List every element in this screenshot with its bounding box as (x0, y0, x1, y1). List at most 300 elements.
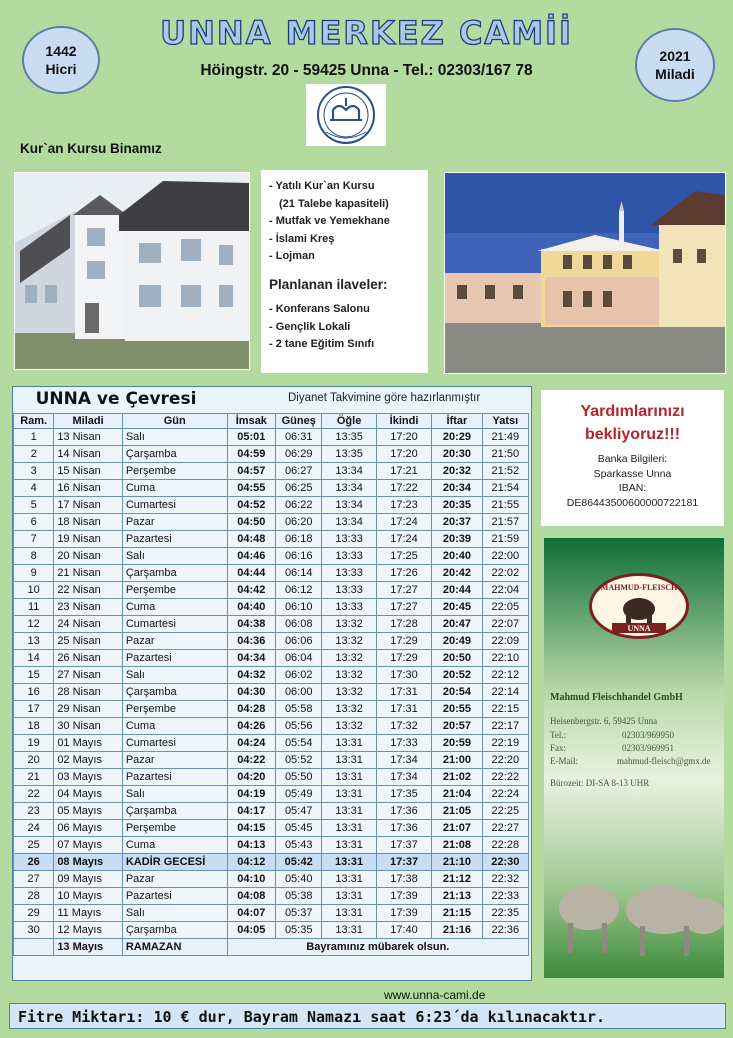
mahmud-fleisch-logo (589, 573, 689, 639)
table-cell: 6 (14, 514, 54, 531)
table-cell: 22:15 (482, 701, 528, 718)
ad-fax: 02303/969951 (622, 743, 675, 753)
table-cell: 06:12 (276, 582, 322, 599)
table-cell: 17:38 (376, 871, 431, 888)
table-cell: 17 (14, 701, 54, 718)
table-cell: 06:06 (276, 633, 322, 650)
table-row (14, 582, 529, 599)
table-cell: 04:24 (227, 735, 275, 752)
donation-heading: Yardımlarınızı (580, 403, 685, 420)
table-cell: 13:34 (322, 497, 376, 514)
table-cell: 18 (14, 718, 54, 735)
feature-item: - İslami Kreş (269, 232, 335, 245)
table-cell: 19 Nisan (54, 531, 123, 548)
hicri-year: 1442 (45, 43, 77, 59)
table-cell: 06:02 (276, 667, 322, 684)
table-cell: 17:27 (376, 582, 431, 599)
table-cell: Perşembe (122, 701, 227, 718)
table-cell: 04:22 (227, 752, 275, 769)
table-cell: 20:59 (432, 735, 482, 752)
col-miladi: Miladi (54, 414, 123, 429)
feature-item: - Lojman (269, 250, 315, 262)
table-row (14, 684, 529, 701)
table-cell: 13:31 (322, 837, 376, 854)
prayer-times-table (13, 413, 529, 956)
table-cell: 20:35 (432, 497, 482, 514)
table-cell: 1 (14, 429, 54, 446)
table-cell: 05:54 (276, 735, 322, 752)
table-cell: 05:38 (276, 888, 322, 905)
table-cell: 21:49 (482, 429, 528, 446)
table-cell: 21:59 (482, 531, 528, 548)
donation-box (541, 390, 724, 526)
table-cell: Cuma (122, 718, 227, 735)
table-cell: 21:52 (482, 463, 528, 480)
table-cell: 17:31 (376, 684, 431, 701)
table-cell: 05:49 (276, 786, 322, 803)
table-cell: 09 Mayıs (54, 871, 123, 888)
table-cell: 13:35 (322, 429, 376, 446)
ad-mail: mahmud-fleisch@gmx.de (617, 756, 711, 766)
planned-title: Planlanan ilaveler: (269, 276, 388, 292)
table-cell: 22:09 (482, 633, 528, 650)
table-cell: Çarşamba (122, 684, 227, 701)
table-cell: 15 Nisan (54, 463, 123, 480)
table-cell: 05:42 (276, 854, 322, 871)
table-cell: 17:33 (376, 735, 431, 752)
building-subtitle: Kur`an Kursu Binamız (20, 141, 162, 156)
bank-label: Banka Bilgileri: (597, 453, 668, 465)
table-cell: 01 Mayıs (54, 735, 123, 752)
table-cell: 04:46 (227, 548, 275, 565)
col-imsak: İmsak (227, 414, 275, 429)
table-cell: 05:45 (276, 820, 322, 837)
table-cell: 06:22 (276, 497, 322, 514)
table-cell: 04:19 (227, 786, 275, 803)
table-cell: 21:07 (432, 820, 482, 837)
table-cell: 04:57 (227, 463, 275, 480)
table-cell: 06:29 (276, 446, 322, 463)
ad-mail-label: E-Mail: (550, 756, 578, 766)
table-cell: 07 Mayıs (54, 837, 123, 854)
table-cell: 13:31 (322, 803, 376, 820)
table-cell: 17:34 (376, 752, 431, 769)
table-cell: 21:50 (482, 446, 528, 463)
col-gunes: Güneş (276, 414, 322, 429)
website-link[interactable]: www.unna-cami.de (384, 988, 486, 1002)
table-cell: 13:31 (322, 905, 376, 922)
table-cell: 20:47 (432, 616, 482, 633)
table-cell: 30 (14, 922, 54, 939)
table-cell: 22:12 (482, 667, 528, 684)
table-cell: Çarşamba (122, 565, 227, 582)
table-cell: 16 Nisan (54, 480, 123, 497)
table-cell: 06:18 (276, 531, 322, 548)
table-cell: 18 Nisan (54, 514, 123, 531)
table-cell: 4 (14, 480, 54, 497)
table-cell: 13:33 (322, 582, 376, 599)
table-cell: 04 Mayıs (54, 786, 123, 803)
table-cell: 17:37 (376, 837, 431, 854)
table-row (14, 854, 529, 871)
table-cell: 17:36 (376, 820, 431, 837)
bayram-date: 13 Mayıs (54, 939, 123, 956)
table-cell: 22:19 (482, 735, 528, 752)
table-cell: Pazartesi (122, 531, 227, 548)
table-row (14, 752, 529, 769)
ad-company-name: Mahmud Fleischhandel GmbH (550, 692, 683, 703)
table-cell: 20:32 (432, 463, 482, 480)
table-cell: Çarşamba (122, 922, 227, 939)
table-cell: 20:29 (432, 429, 482, 446)
table-cell: 04:05 (227, 922, 275, 939)
table-cell: 04:26 (227, 718, 275, 735)
table-cell: 17:22 (376, 480, 431, 497)
table-cell: 08 Mayıs (54, 854, 123, 871)
table-cell: 17:25 (376, 548, 431, 565)
table-cell: 22:10 (482, 650, 528, 667)
table-cell: 04:48 (227, 531, 275, 548)
table-cell: 22:30 (482, 854, 528, 871)
table-row (14, 786, 529, 803)
table-cell: 04:07 (227, 905, 275, 922)
table-row (14, 769, 529, 786)
table-cell: 13:35 (322, 446, 376, 463)
table-cell: 16 (14, 684, 54, 701)
table-cell: 04:44 (227, 565, 275, 582)
table-cell: 30 Nisan (54, 718, 123, 735)
table-cell: Perşembe (122, 820, 227, 837)
calendar-title: UNNA ve Çevresi (35, 389, 197, 409)
ad-fax-label: Fax: (550, 743, 567, 753)
miladi-year: 2021 (659, 48, 691, 64)
table-cell: 05:35 (276, 922, 322, 939)
table-cell: 17:30 (376, 667, 431, 684)
table-cell: 29 Nisan (54, 701, 123, 718)
table-row (14, 463, 529, 480)
table-cell: Salı (122, 667, 227, 684)
table-cell: 22:07 (482, 616, 528, 633)
table-cell: Perşembe (122, 582, 227, 599)
table-cell: 04:50 (227, 514, 275, 531)
table-cell: 21:55 (482, 497, 528, 514)
table-row (14, 718, 529, 735)
table-cell: 20:34 (432, 480, 482, 497)
table-cell: 20:44 (432, 582, 482, 599)
table-cell: 17:35 (376, 786, 431, 803)
table-header-row (14, 414, 529, 429)
table-cell: 13:32 (322, 667, 376, 684)
table-cell: 21:57 (482, 514, 528, 531)
table-cell: 05:50 (276, 769, 322, 786)
table-row (14, 446, 529, 463)
table-row (14, 599, 529, 616)
table-cell: 13:33 (322, 548, 376, 565)
bayram-greeting: Bayramınız mübarek olsun. (227, 939, 528, 956)
table-cell: 04:28 (227, 701, 275, 718)
table-cell: 05:40 (276, 871, 322, 888)
table-cell: 13:31 (322, 871, 376, 888)
table-cell: 04:30 (227, 684, 275, 701)
table-cell: 14 Nisan (54, 446, 123, 463)
table-cell: 29 (14, 905, 54, 922)
planned-item: - Gençlik Lokali (269, 320, 351, 333)
table-footer-row (14, 939, 529, 956)
table-cell: 13 Nisan (54, 429, 123, 446)
svg-text:UNNA: UNNA (627, 624, 651, 633)
feature-item: - Yatılı Kur`an Kursu (269, 180, 375, 192)
table-cell: 06:10 (276, 599, 322, 616)
table-cell: Pazar (122, 514, 227, 531)
table-row (14, 871, 529, 888)
table-cell: 21 (14, 769, 54, 786)
table-cell: 23 (14, 803, 54, 820)
table-cell: 21:15 (432, 905, 482, 922)
table-cell: 13:33 (322, 599, 376, 616)
table-cell: 13:32 (322, 718, 376, 735)
table-cell: 02 Mayıs (54, 752, 123, 769)
table-cell: 20:49 (432, 633, 482, 650)
table-cell: 17:23 (376, 497, 431, 514)
table-cell: Pazar (122, 633, 227, 650)
table-cell: 11 Mayıs (54, 905, 123, 922)
table-cell: 20:45 (432, 599, 482, 616)
table-cell: Cuma (122, 599, 227, 616)
table-cell: 17:24 (376, 514, 431, 531)
table-cell: 21 Nisan (54, 565, 123, 582)
table-cell: 22 Nisan (54, 582, 123, 599)
table-cell: 20:50 (432, 650, 482, 667)
table-row (14, 514, 529, 531)
table-cell: 13:31 (322, 820, 376, 837)
table-cell: Cumartesi (122, 497, 227, 514)
table-cell: 06:20 (276, 514, 322, 531)
table-cell: 13:31 (322, 854, 376, 871)
table-cell: 20 (14, 752, 54, 769)
table-cell: 13:31 (322, 769, 376, 786)
table-cell: 28 (14, 888, 54, 905)
table-cell: Pazar (122, 871, 227, 888)
table-cell: 17:29 (376, 650, 431, 667)
table-cell: 17 Nisan (54, 497, 123, 514)
table-cell: 05:01 (227, 429, 275, 446)
col-ikindi: İkindi (376, 414, 431, 429)
table-row (14, 565, 529, 582)
iban-value: DE86443500600000722181 (566, 496, 699, 509)
table-cell: 22:28 (482, 837, 528, 854)
table-cell: 3 (14, 463, 54, 480)
table-cell: 05:58 (276, 701, 322, 718)
mosque-address: Höingstr. 20 - 59425 Unna - Tel.: 02303/167 78 (200, 62, 533, 79)
table-cell: 04:52 (227, 497, 275, 514)
table-cell: 04:42 (227, 582, 275, 599)
table-cell: 21:02 (432, 769, 482, 786)
table-cell: 12 (14, 616, 54, 633)
mosque-photo (444, 172, 726, 374)
table-cell: 06:04 (276, 650, 322, 667)
table-cell: 17:20 (376, 446, 431, 463)
table-cell: 25 Nisan (54, 633, 123, 650)
table-cell: 21:00 (432, 752, 482, 769)
ad-hours: Bürozeit: DI-SA 8-13 UHR (550, 778, 650, 788)
table-row (14, 650, 529, 667)
table-cell: 17:26 (376, 565, 431, 582)
table-row (14, 803, 529, 820)
table-cell: 17:27 (376, 599, 431, 616)
table-cell: 06:25 (276, 480, 322, 497)
table-row (14, 548, 529, 565)
col-yatsi: Yatsı (482, 414, 528, 429)
table-cell: 23 Nisan (54, 599, 123, 616)
ad-tel: 02303/969950 (622, 730, 675, 740)
table-cell: 7 (14, 531, 54, 548)
table-cell: 17:40 (376, 922, 431, 939)
table-cell: 04:38 (227, 616, 275, 633)
iban-label: IBAN: (618, 482, 647, 494)
table-cell: Pazar (122, 752, 227, 769)
table-cell: 20:54 (432, 684, 482, 701)
table-cell: 24 (14, 820, 54, 837)
table-cell: 17:31 (376, 701, 431, 718)
table-cell: 22:00 (482, 548, 528, 565)
table-row (14, 735, 529, 752)
table-cell: Pazartesi (122, 769, 227, 786)
table-row (14, 905, 529, 922)
table-cell: Pazartesi (122, 888, 227, 905)
table-cell: Cumartesi (122, 616, 227, 633)
table-cell: 21:10 (432, 854, 482, 871)
table-cell: 22:14 (482, 684, 528, 701)
table-cell: 27 (14, 871, 54, 888)
building-photo (14, 172, 250, 370)
table-cell: 13:31 (322, 735, 376, 752)
table-cell: 04:10 (227, 871, 275, 888)
table-cell: 04:13 (227, 837, 275, 854)
table-cell: 06 Mayıs (54, 820, 123, 837)
fitre-banner: Fitre Miktarı: 10 € dur, Bayram Namazı saat 6:23´da kılınacaktır. (9, 1003, 726, 1029)
table-row (14, 701, 529, 718)
table-cell: 17:28 (376, 616, 431, 633)
building-features-box (261, 170, 428, 373)
col-iftar: İftar (432, 414, 482, 429)
table-cell: 03 Mayıs (54, 769, 123, 786)
table-cell: 2 (14, 446, 54, 463)
table-cell: 06:31 (276, 429, 322, 446)
table-cell: 13:33 (322, 565, 376, 582)
table-cell: 26 Nisan (54, 650, 123, 667)
table-cell: 27 Nisan (54, 667, 123, 684)
table-cell: 04:55 (227, 480, 275, 497)
table-cell: 05:43 (276, 837, 322, 854)
table-cell: 13:31 (322, 786, 376, 803)
table-cell: 20:57 (432, 718, 482, 735)
table-row (14, 429, 529, 446)
table-cell: 17:36 (376, 803, 431, 820)
table-cell: 22:33 (482, 888, 528, 905)
table-cell: 04:40 (227, 599, 275, 616)
table-cell: 20:52 (432, 667, 482, 684)
table-cell: 21:04 (432, 786, 482, 803)
table-cell: 04:36 (227, 633, 275, 650)
table-cell: KADİR GECESİ (122, 854, 227, 871)
table-cell: 06:14 (276, 565, 322, 582)
donation-heading: bekliyoruz!!! (584, 426, 681, 443)
calendar-note: Diyanet Takvimine göre hazırlanmıştır (288, 392, 481, 404)
table-cell: 13:32 (322, 684, 376, 701)
table-cell: 05 Mayıs (54, 803, 123, 820)
table-cell: 20:39 (432, 531, 482, 548)
feature-item: (21 Talebe kapasiteli) (279, 197, 389, 210)
svg-text:MAHMUD-FLEISCH: MAHMUD-FLEISCH (600, 583, 678, 592)
table-cell: 22:27 (482, 820, 528, 837)
bank-name: Sparkasse Unna (593, 467, 672, 480)
table-cell: 04:20 (227, 769, 275, 786)
table-cell: Cumartesi (122, 735, 227, 752)
table-cell: 04:32 (227, 667, 275, 684)
table-cell: 22:05 (482, 599, 528, 616)
table-cell: 13:32 (322, 633, 376, 650)
hicri-label: Hicri (45, 61, 77, 77)
table-cell: 22:17 (482, 718, 528, 735)
table-cell: 13:31 (322, 888, 376, 905)
table-cell: 06:16 (276, 548, 322, 565)
table-cell: 13:31 (322, 922, 376, 939)
table-cell: 11 (14, 599, 54, 616)
table-row (14, 837, 529, 854)
table-cell: 21:54 (482, 480, 528, 497)
planned-item: - Konferans Salonu (269, 303, 370, 315)
table-cell: Cuma (122, 837, 227, 854)
table-cell: 21:05 (432, 803, 482, 820)
table-cell: 20:40 (432, 548, 482, 565)
table-cell: 06:27 (276, 463, 322, 480)
table-cell: Salı (122, 548, 227, 565)
table-cell: Salı (122, 429, 227, 446)
table-cell: 22 (14, 786, 54, 803)
feature-item: - Mutfak ve Yemekhane (269, 215, 390, 227)
table-cell: 14 (14, 650, 54, 667)
table-cell: 05:56 (276, 718, 322, 735)
table-cell: 17:21 (376, 463, 431, 480)
table-cell: Perşembe (122, 463, 227, 480)
table-cell: 21:13 (432, 888, 482, 905)
table-cell: 05:37 (276, 905, 322, 922)
planned-item: - 2 tane Eğitim Sınıfı (269, 338, 375, 350)
table-row (14, 922, 529, 939)
table-cell: 20:37 (432, 514, 482, 531)
col-ogle: Öğle (322, 414, 376, 429)
table-cell: 04:59 (227, 446, 275, 463)
table-cell: 17:39 (376, 905, 431, 922)
table-cell: 12 Mayıs (54, 922, 123, 939)
table-cell: 20:55 (432, 701, 482, 718)
table-cell: 17:39 (376, 888, 431, 905)
table-cell: 26 (14, 854, 54, 871)
table-cell: 22:20 (482, 752, 528, 769)
table-cell: 20:30 (432, 446, 482, 463)
table-cell: 20 Nisan (54, 548, 123, 565)
table-cell: 05:52 (276, 752, 322, 769)
table-row (14, 531, 529, 548)
table-row (14, 480, 529, 497)
table-cell: 05:47 (276, 803, 322, 820)
table-row (14, 820, 529, 837)
table-cell: 20:42 (432, 565, 482, 582)
table-cell: 28 Nisan (54, 684, 123, 701)
table-cell: 15 (14, 667, 54, 684)
table-cell: 04:08 (227, 888, 275, 905)
table-row (14, 667, 529, 684)
